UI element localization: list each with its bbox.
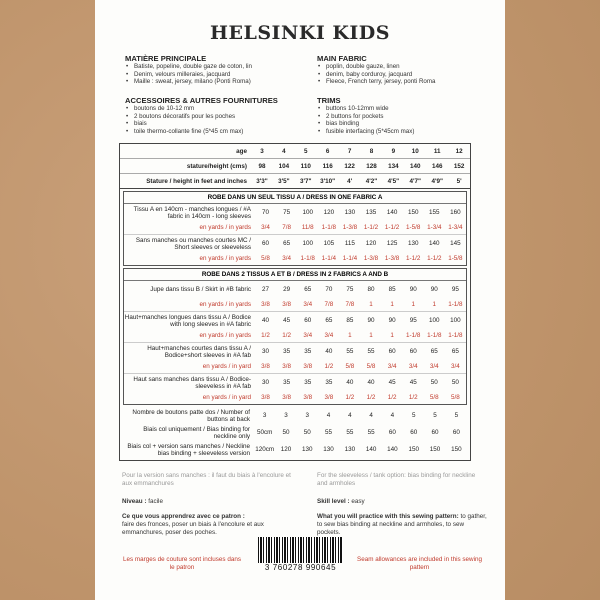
table-cell: 155 (429, 209, 440, 216)
table-cell: 4 (326, 412, 331, 419)
height-cell: 146 (431, 162, 443, 170)
table-cell: 3/4 (429, 363, 439, 370)
table-cell: 60 (304, 317, 312, 324)
list-item: • Maille : sweat, jersey, milano (Ponti Roma) (134, 78, 300, 85)
list-item: • boutons de 10-12 mm (134, 105, 300, 112)
table-cell: 7/8 (282, 224, 292, 231)
row-label: en yards / in yards (199, 301, 251, 308)
table-cell: 45 (283, 317, 291, 324)
supplies-en-heading: TRIMS (317, 96, 341, 105)
age-cell: 10 (411, 147, 419, 155)
table-cell: 75 (283, 209, 291, 216)
table-cell: 60 (262, 240, 270, 247)
table-cell: 65 (325, 317, 333, 324)
table-cell: 100 (302, 240, 313, 247)
table-cell: 115 (344, 240, 355, 247)
table-cell: 35 (304, 379, 312, 386)
row-label: Jupe dans tissu B / Skirt in #B fabric (150, 286, 251, 293)
learn-en-text: to gather, to sew bias binding at neckline and armholes, to sew pockets. (317, 513, 487, 536)
table-cell: 135 (365, 209, 377, 216)
learn-fr (122, 513, 292, 537)
supplies-fr-list (125, 105, 300, 135)
table-cell: 3/8 (261, 363, 270, 370)
section-b-rows (124, 281, 466, 404)
barcode (258, 537, 343, 563)
supplies-en-list (317, 105, 492, 135)
supplies-fr-heading: ACCESSOIRES & AUTRES FOURNITURES (125, 96, 278, 105)
table-cell: 3/4 (451, 363, 460, 370)
table-cell: 90 (367, 317, 375, 324)
feet-cell: 4'9" (431, 177, 443, 185)
table-cell: 1-3/8 (342, 224, 358, 231)
table-cell: 1/2 (345, 394, 355, 401)
table-cell: 1-3/4 (448, 224, 463, 231)
table-cell: 60 (388, 429, 396, 436)
feet-row (120, 174, 470, 189)
table-cell: 120cm (255, 446, 275, 453)
table-cell: 30 (262, 348, 270, 355)
table-cell: 1-1/8 (300, 255, 315, 262)
row-label: en yards / in yards (199, 332, 251, 339)
row-label: en yards / in yard (202, 363, 251, 370)
height-cell: 116 (322, 162, 333, 170)
table-cell: 1 (390, 332, 394, 339)
age-label: age (236, 147, 247, 155)
level-fr-label: Niveau : (122, 498, 147, 505)
table-row (124, 391, 466, 404)
age-cell: 3 (260, 147, 264, 155)
table-cell: 3/8 (303, 363, 313, 370)
main-fabric-fr-list (125, 63, 300, 85)
table-cell: 3/4 (303, 301, 313, 308)
table-cell: 130 (323, 446, 334, 453)
list-item: • toile thermo-collante fine (5*45 cm max) (134, 128, 300, 135)
age-cell: 5 (304, 147, 308, 155)
main-fabric-en (317, 55, 492, 86)
main-fabric-en-heading: MAIN FABRIC (317, 54, 367, 63)
table-cell: 1-5/8 (448, 255, 463, 262)
table-cell: 145 (450, 240, 461, 247)
table-cell: 120 (365, 240, 377, 247)
table-cell: 1-1/2 (406, 255, 421, 262)
feet-cell: 3'10" (320, 177, 336, 185)
table-cell: 50 (282, 429, 290, 436)
feet-cell: 4'2" (365, 177, 378, 185)
list-item: • Batiste, popeline, double gaze de coton, lin (134, 63, 300, 70)
table-cell: 125 (386, 240, 398, 247)
table-cell: 140 (387, 446, 398, 453)
table-cell: 35 (283, 348, 291, 355)
section-a (123, 191, 467, 266)
age-cell: 7 (347, 147, 352, 155)
table-cell: 4 (369, 412, 373, 419)
table-cell: 1/2 (408, 394, 418, 401)
table-cell: 130 (407, 240, 419, 247)
pattern-title: HELSINKI KIDS (210, 22, 390, 44)
table-cell: 1-1/8 (427, 332, 442, 339)
table-row (124, 221, 466, 235)
table-cell: 40 (346, 379, 354, 386)
table-cell: 1 (432, 301, 437, 308)
feet-cell: 4'5" (387, 177, 400, 185)
table-cell: 90 (430, 286, 438, 293)
table-cell: 85 (346, 317, 354, 324)
seam-note-en: Seam allowances are included in this sewing pattern (357, 556, 482, 571)
table-row (123, 424, 467, 441)
learn-fr-text: faire des fronces, poser un biais à l'encolure et aux emmanchures, poser des poches. (122, 521, 264, 536)
table-cell: 3/4 (387, 363, 397, 370)
table-cell: 4 (348, 412, 352, 419)
feet-cell: 4' (347, 177, 353, 185)
table-cell: 130 (344, 209, 356, 216)
height-cell: 140 (410, 162, 421, 170)
table-row (124, 204, 466, 221)
table-cell: 85 (388, 286, 396, 293)
table-cell: 140 (386, 209, 398, 216)
height-cell: 152 (453, 162, 465, 170)
height-label: stature/height (cms) (186, 162, 247, 170)
table-cell: 65 (304, 286, 312, 293)
table-cell: 3/4 (261, 224, 270, 231)
table-cell: 29 (283, 286, 291, 293)
table-cell: 150 (407, 209, 419, 216)
level-fr (122, 498, 163, 506)
table-cell: 1-5/8 (406, 224, 421, 231)
list-item: • 2 buttons for pockets (326, 113, 492, 120)
table-cell: 160 (450, 209, 461, 216)
table-cell: 30 (262, 379, 270, 386)
table-cell: 55 (346, 429, 354, 436)
age-cell: 12 (455, 147, 463, 155)
table-cell: 3/8 (282, 363, 292, 370)
feet-cell: 3'7" (300, 177, 312, 185)
table-cell: 105 (323, 240, 335, 247)
age-cell: 6 (325, 147, 330, 155)
table-cell: 95 (451, 286, 459, 293)
age-cell: 4 (282, 147, 286, 155)
table-cell: 80 (367, 286, 375, 293)
age-cell: 8 (369, 147, 374, 155)
height-cell: 110 (300, 162, 311, 170)
table-cell: 50 (430, 379, 438, 386)
table-cell: 5/8 (366, 363, 376, 370)
table-cell: 40 (262, 317, 270, 324)
table-cell: 60 (388, 348, 396, 355)
height-cell: 134 (388, 162, 399, 170)
table-cell: 100 (429, 317, 440, 324)
main-fabric-en-list (317, 63, 492, 85)
table-row (123, 407, 467, 424)
table-cell: 3/4 (282, 255, 292, 262)
table-cell: 5 (454, 412, 459, 419)
table-cell: 1-1/8 (448, 301, 463, 308)
row-label: en yards / in yard (202, 394, 251, 401)
height-cell: 104 (278, 162, 290, 170)
table-cell: 11/8 (301, 224, 314, 231)
table-cell: 65 (451, 348, 459, 355)
learn-en-heading: What you will practice with this sewing pattern: (317, 513, 459, 520)
table-cell: 45 (388, 379, 396, 386)
row-label: en yards / in yards (199, 224, 251, 231)
table-cell: 55 (367, 348, 375, 355)
extra-rows (120, 407, 470, 460)
height-cell: 128 (366, 162, 377, 170)
table-cell: 55 (325, 429, 333, 436)
row-label: Haut+manches courtes dans tissu A / Bodice+short sleeves in #A fab (147, 344, 251, 359)
table-cell: 65 (430, 348, 438, 355)
table-row (124, 360, 466, 374)
table-cell: 3/8 (282, 301, 292, 308)
table-cell: 1-3/8 (363, 255, 379, 262)
learn-fr-heading: Ce que vous apprendrez avec ce patron : (122, 513, 245, 520)
table-cell: 100 (302, 209, 313, 216)
table-cell: 1 (411, 301, 415, 308)
table-cell: 70 (325, 286, 333, 293)
supplies-fr (125, 97, 300, 135)
table-cell: 140 (429, 240, 440, 247)
table-cell: 55 (346, 348, 354, 355)
table-cell: 1-1/8 (321, 224, 336, 231)
list-item: • biais (134, 120, 300, 127)
table-cell: 5/8 (345, 363, 355, 370)
table-cell: 1-1/2 (427, 255, 442, 262)
table-cell: 35 (325, 379, 333, 386)
row-label: Tissu A en 140cm - manches longues / #A fabric in 140cm - long sleeves (133, 205, 251, 220)
table-cell: 3/8 (303, 394, 313, 401)
section-b (123, 268, 467, 405)
list-item: • bias binding (326, 120, 492, 127)
table-cell: 150 (451, 446, 462, 453)
table-cell: 3/8 (324, 394, 334, 401)
table-cell: 5 (433, 412, 437, 419)
table-cell: 55 (367, 429, 375, 436)
section-b-heading: ROBE DANS 2 TISSUS A ET B / DRESS IN 2 FABRICS A AND B (124, 269, 466, 281)
table-cell: 3/8 (261, 301, 270, 308)
pattern-info-card (95, 0, 505, 600)
list-item: • denim, baby corduroy, jacquard (326, 71, 492, 78)
table-cell: 1/2 (261, 332, 270, 339)
table-cell: 150 (408, 446, 419, 453)
table-cell: 7/8 (324, 301, 334, 308)
table-cell: 1-1/2 (384, 224, 400, 231)
feet-label: Stature / height in feet and inches (146, 177, 247, 185)
height-cell: 98 (258, 162, 266, 170)
table-cell: 1 (390, 301, 394, 308)
table-cell: 1-1/4 (342, 255, 358, 262)
table-cell: 4 (390, 412, 395, 419)
list-item: • 2 boutons décoratifs pour les poches (134, 113, 300, 120)
table-cell: 65 (283, 240, 291, 247)
table-cell: 1/2 (366, 394, 376, 401)
feet-cell: 3'3" (256, 177, 268, 185)
table-cell: 1 (369, 301, 373, 308)
table-cell: 5/8 (261, 255, 270, 262)
sleeveless-note-fr: Pour la version sans manches : il faut du biais à l'encolure et aux emmanchures (122, 472, 291, 487)
list-item: • Denim, velours milleraies, jacquard (134, 71, 300, 78)
list-item: • fusible interfacing (5*45cm max) (326, 128, 492, 135)
feet-cell: 4'7" (409, 177, 422, 185)
row-label: Biais col uniquement / Bias binding for neckline only (143, 425, 250, 440)
list-item: • Fleece, French terry, jersey, ponti Roma (326, 78, 492, 85)
row-label: Nombre de boutons patte dos / Number of buttons at back (132, 408, 250, 423)
learn-en (317, 513, 487, 537)
table-cell: 60 (452, 429, 460, 436)
table-cell: 120 (280, 446, 292, 453)
level-en-value: easy (351, 498, 365, 505)
table-cell: 95 (409, 317, 417, 324)
table-cell: 3/8 (282, 394, 292, 401)
table-cell: 3 (262, 412, 267, 419)
main-fabric-fr (125, 55, 300, 86)
table-cell: 60 (410, 429, 418, 436)
row-label: en yards / in yards (199, 255, 251, 262)
feet-cell: 5' (456, 177, 462, 185)
table-row (124, 374, 466, 391)
table-cell: 130 (344, 446, 356, 453)
table-cell: 5 (411, 412, 416, 419)
table-cell: 75 (346, 286, 354, 293)
main-fabric-fr-heading: MATIÈRE PRINCIPALE (125, 54, 207, 63)
row-label: Haut sans manches dans tissu A / Bodice-sleeveless in #A fab (133, 375, 251, 390)
table-cell: 7/8 (345, 301, 355, 308)
table-cell: 50cm (256, 429, 273, 436)
table-cell: 3 (305, 412, 309, 419)
table-row (124, 252, 466, 265)
table-cell: 1/2 (324, 363, 334, 370)
table-cell: 1 (369, 332, 373, 339)
age-cell: 9 (391, 147, 396, 155)
table-cell: 1-1/4 (321, 255, 336, 262)
table-cell: 1 (348, 332, 352, 339)
height-row (120, 159, 470, 174)
table-cell: 3/4 (408, 363, 418, 370)
table-cell: 3 (284, 412, 288, 419)
table-cell: 1-1/8 (406, 332, 421, 339)
level-fr-value: facile (148, 498, 163, 505)
table-cell: 50 (451, 379, 459, 386)
barcode-number: 3 760278 990645 (264, 563, 337, 572)
table-cell: 120 (323, 209, 335, 216)
sleeveless-note-en: For the sleeveless / tank option: bias binding for neckline and armholes (317, 472, 476, 487)
feet-cell: 3'5" (278, 177, 290, 185)
age-cell: 11 (433, 147, 441, 155)
table-cell: 27 (262, 286, 270, 293)
table-cell: 140 (365, 446, 377, 453)
age-row (120, 144, 470, 159)
list-item: • poplin, double gauze, linen (326, 63, 492, 70)
height-cell: 122 (344, 162, 355, 170)
table-cell: 60 (409, 348, 417, 355)
table-cell: 5/8 (451, 394, 460, 401)
table-row (124, 235, 466, 252)
table-cell: 35 (283, 379, 291, 386)
level-en-label: Skill level : (317, 498, 350, 505)
table-cell: 1-1/8 (448, 332, 463, 339)
table-cell: 130 (301, 446, 313, 453)
table-cell: 3/4 (324, 332, 334, 339)
table-cell: 100 (450, 317, 461, 324)
table-row (123, 441, 467, 458)
row-label: Biais col + version sans manches / Neckline bias binding + sleeveless version (127, 442, 250, 457)
table-cell: 1-3/8 (384, 255, 400, 262)
table-row (124, 343, 466, 360)
table-cell: 1-3/4 (427, 224, 442, 231)
table-cell: 45 (409, 379, 417, 386)
table-cell: 70 (262, 209, 270, 216)
supplies-en (317, 97, 492, 135)
table-cell: 1-1/2 (363, 224, 379, 231)
table-row (124, 281, 466, 298)
table-cell: 150 (429, 446, 441, 453)
table-cell: 1/2 (387, 394, 397, 401)
yardage-table (119, 143, 471, 461)
table-cell: 50 (303, 429, 311, 436)
seam-note-fr: Les marges de couture sont incluses dans le patron (123, 556, 241, 571)
section-a-rows (124, 204, 466, 265)
row-label: Sans manches ou manches courtes MC / Short sleeves or sleeveless (135, 236, 251, 251)
table-cell: 60 (431, 429, 439, 436)
table-cell: 5/8 (429, 394, 439, 401)
table-cell: 3/4 (303, 332, 313, 339)
table-cell: 40 (325, 348, 333, 355)
table-cell: 40 (367, 379, 375, 386)
table-cell: 90 (388, 317, 396, 324)
list-item: • buttons 10-12mm wide (326, 105, 492, 112)
table-row (124, 329, 466, 343)
table-cell: 3/8 (261, 394, 270, 401)
section-a-heading: ROBE DANS UN SEUL TISSU A / DRESS IN ONE FABRIC A (124, 192, 466, 204)
table-cell: 35 (304, 348, 312, 355)
level-en (317, 498, 365, 506)
row-label: Haut+manches longues dans tissu A / Bodice with long sleeves in #A fabric (124, 313, 251, 328)
table-cell: 90 (409, 286, 417, 293)
table-row (124, 312, 466, 329)
table-row (124, 298, 466, 312)
table-cell: 1/2 (282, 332, 292, 339)
